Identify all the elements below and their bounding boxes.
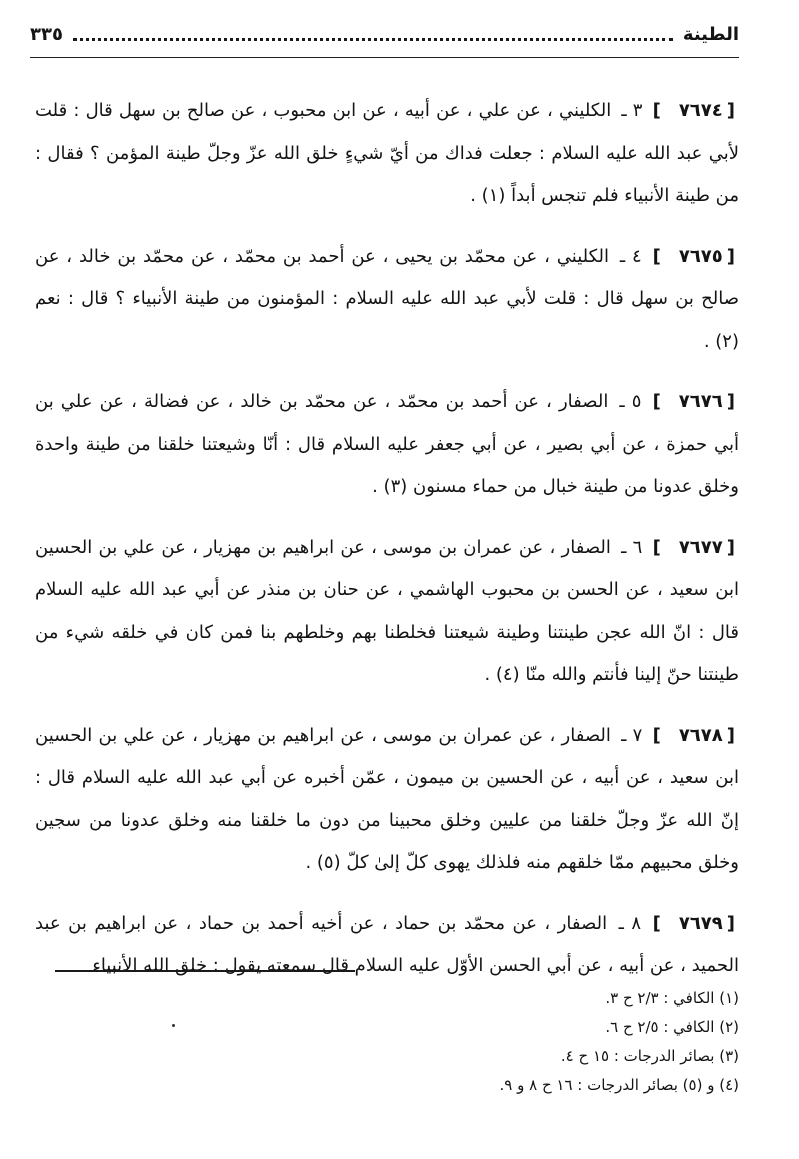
hadith-number: ٧ [632, 724, 643, 746]
hadith-id: ٧٦٧٥ [678, 245, 723, 267]
hadith-entry: [٧٦٧٩] ٨ ـ الصفار ، عن محمّد بن حماد ، عن أخيه أحمد بن حماد ، عن ابراهيم بن عبد الحميد ، عن أبيه ، عن أبي الحسن الأوّل عليه السلام قال سمعته يقول : خلق الله الأنبياء [35, 912, 739, 976]
hadith-entry: [٧٦٧٦] ٥ ـ الصفار ، عن أحمد بن محمّد ، عن محمّد بن خالد ، عن فضالة ، عن علي بن أبي حمزة ، عن أبي بصير ، عن أبي جعفر عليه السلام قال : أنّا وشيعتنا خلقنا من طينة واحدة وخلق عدونا من طينة خبال من حماء مسنون (٣) . [35, 391, 739, 497]
footnote: (٣) بصائر الدرجات : ١٥ ح ٤. [560, 1047, 739, 1065]
hadith-entry: [٧٦٧٥] ٤ ـ الكليني ، عن محمّد بن يحيى ، عن أحمد بن محمّد ، عن محمّد بن خالد ، عن صالح بن سهل قال : قلت لأبي عبد الله عليه السلام : المؤمنون من طينة الأنبياء ؟ قال : نعم (٢) . [35, 245, 739, 352]
hadith-entry: [٧٦٧٨] ٧ ـ الصفار ، عن عمران بن موسى ، عن ابراهيم بن مهزيار ، عن علي بن الحسين ابن سعيد ، عن أبيه ، عن الحسين بن ميمون ، عمّن أخبره عن أبي عبد الله عليه السلام قال : إنّ الله عزّ وجلّ خلقنا من عليين وخلق محبينا من دون ما خلقنا منه وخلق عدونا من سجين وخلق محبيهم ممّا خلقهم منه فلذلك يهوى كلّ إلىٰ كلّ (٥) . [35, 724, 739, 873]
running-header [30, 18, 739, 50]
hadith-id: ٧٦٧٦ [678, 391, 723, 412]
print-speck [172, 1024, 175, 1027]
chapter-title: الطينة [682, 23, 739, 45]
leader-dots [73, 36, 673, 41]
hadith-entry: [٧٦٧٤] ٣ ـ الكليني ، عن علي ، عن أبيه ، عن ابن محبوب ، عن صالح بن سهل قال : قلت لأبي عبد الله عليه السلام : جعلت فداك من أيّ شيءٍ خلق الله عزّ وجلّ طينة المؤمن ؟ فقال : من طينة الأنبياء فلم تنجس أبداً (١) . [35, 100, 739, 206]
hadith-id: ٧٦٧٤ [678, 100, 723, 121]
hadith-list [35, 72, 739, 990]
hadith-text: الصفار ، عن محمّد بن حماد ، عن أخيه أحمد بن حماد ، عن ابراهيم بن عبد الحميد ، عن أبيه ، عن أبي الحسن الأوّل عليه السلام قال سمعته يقول : خلق الله الأنبياء [35, 912, 739, 976]
hadith-number: ٥ [631, 391, 642, 412]
hadith-id: ٧٦٧٧ [678, 536, 723, 558]
hadith-text: الكليني ، عن محمّد بن يحيى ، عن أحمد بن محمّد ، عن محمّد بن خالد ، عن صالح بن سهل قال : قلت لأبي عبد الله عليه السلام : المؤمنون من طينة الأنبياء ؟ قال : نعم (٢) . [35, 245, 739, 352]
page-number: ٣٣٥ [30, 23, 63, 45]
footnote-separator [55, 970, 355, 972]
footnote: (١) الكافي : ٢/٣ ح ٣. [605, 989, 739, 1007]
hadith-id: ٧٦٧٩ [678, 912, 723, 934]
hadith-text: الكليني ، عن علي ، عن أبيه ، عن ابن محبوب ، عن صالح بن سهل قال : قلت لأبي عبد الله عليه السلام : جعلت فداك من أيّ شيءٍ خلق الله عزّ وجلّ طينة المؤمن ؟ فقال : من طينة الأنبياء فلم تنجس أبداً (١) . [35, 100, 739, 206]
hadith-number: ٤ [632, 245, 642, 267]
hadith-text: الصفار ، عن أحمد بن محمّد ، عن محمّد بن خالد ، عن فضالة ، عن علي بن أبي حمزة ، عن أبي بصير ، عن أبي جعفر عليه السلام قال : أنّا وشيعتنا خلقنا من طينة واحدة وخلق عدونا من طينة خبال من حماء مسنون (٣) . [35, 391, 739, 497]
footnotes [259, 984, 739, 1100]
header-rule [30, 57, 739, 58]
footnote: (٤) و (٥) بصائر الدرجات : ١٦ ح ٨ و ٩. [499, 1076, 739, 1094]
hadith-text: الصفار ، عن عمران بن موسى ، عن ابراهيم بن مهزيار ، عن علي بن الحسين ابن سعيد ، عن أبيه ، عن الحسين بن ميمون ، عمّن أخبره عن أبي عبد الله عليه السلام قال : إنّ الله عزّ وجلّ خلقنا من عليين وخلق محبينا من دون ما خلقنا منه وخلق عدونا من سجين وخلق محبيهم ممّا خلقهم منه فلذلك يهوى كلّ إلىٰ كلّ (٥) . [35, 724, 739, 873]
footnote: (٢) الكافي : ٢/٥ ح ٦. [605, 1018, 739, 1036]
hadith-number: ٦ [632, 536, 643, 558]
hadith-id: ٧٦٧٨ [678, 724, 723, 746]
hadith-number: ٨ [631, 912, 642, 934]
hadith-number: ٣ [632, 100, 643, 121]
hadith-text: الصفار ، عن عمران بن موسى ، عن ابراهيم بن مهزيار ، عن علي بن الحسين ابن سعيد ، عن الحسن بن محبوب الهاشمي ، عن حنان بن منذر عن أبي عبد الله عليه السلام قال : انّ الله عجن طينتنا وطينة شيعتنا فخلطنا بهم وخلطهم بنا فمن كان في خلقه شيء من طينتنا حنّ إلينا فأنتم والله منّا (٤) . [35, 536, 739, 685]
hadith-entry: [٧٦٧٧] ٦ ـ الصفار ، عن عمران بن موسى ، عن ابراهيم بن مهزيار ، عن علي بن الحسين ابن سعيد ، عن الحسن بن محبوب الهاشمي ، عن حنان بن منذر عن أبي عبد الله عليه السلام قال : انّ الله عجن طينتنا وطينة شيعتنا فخلطنا بهم وخلطهم بنا فمن كان في خلقه شيء من طينتنا حنّ إلينا فأنتم والله منّا (٤) . [35, 536, 739, 685]
